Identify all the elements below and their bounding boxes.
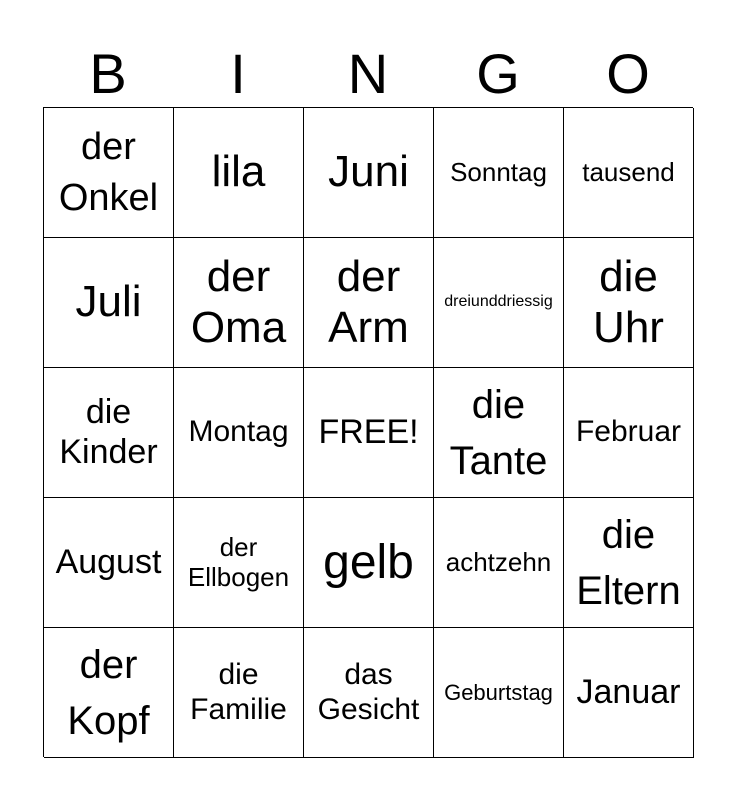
header-letter-g: G — [476, 42, 520, 105]
bingo-cell[interactable] — [564, 238, 694, 368]
bingo-cell-label: Sonntag — [450, 156, 547, 187]
bingo-cell-label: der Arm — [328, 251, 409, 352]
bingo-cell[interactable] — [564, 628, 694, 758]
bingo-cell-label: FREE! — [318, 412, 419, 451]
bingo-cell[interactable] — [564, 368, 694, 498]
bingo-cell-label: der Ellbogen — [187, 531, 290, 592]
header-letter-n: N — [347, 42, 389, 105]
bingo-cell-label: der Oma — [190, 251, 287, 352]
bingo-cell[interactable] — [44, 628, 174, 758]
bingo-cell-label: die Tante — [449, 382, 548, 483]
bingo-cell-label: tausend — [582, 156, 675, 187]
bingo-cell[interactable] — [304, 628, 434, 758]
bingo-cell-label: Juni — [328, 147, 409, 197]
bingo-cell-label: die Kinder — [59, 393, 158, 471]
bingo-cell-label: die Familie — [190, 658, 287, 726]
bingo-header — [43, 40, 693, 108]
bingo-cell[interactable] — [564, 108, 694, 238]
bingo-card — [43, 107, 693, 757]
bingo-cell-label: Januar — [576, 672, 681, 711]
bingo-cell-label: dreiunddriessig — [444, 293, 553, 311]
bingo-cell[interactable] — [44, 498, 174, 628]
header-letter-b: B — [89, 42, 127, 105]
bingo-cell[interactable] — [434, 628, 564, 758]
free-space-cell[interactable] — [304, 368, 434, 498]
bingo-cell[interactable] — [564, 498, 694, 628]
bingo-cell-label: achtzehn — [445, 546, 552, 577]
bingo-cell-label: Geburtstag — [444, 679, 553, 705]
bingo-cell[interactable] — [174, 368, 304, 498]
header-letter-o: O — [606, 42, 650, 105]
bingo-cell[interactable] — [434, 108, 564, 238]
bingo-cell[interactable] — [174, 238, 304, 368]
bingo-cell-label: August — [55, 542, 162, 581]
bingo-cell-label: das Gesicht — [317, 658, 420, 726]
bingo-cell-label: die Uhr — [593, 251, 664, 352]
bingo-cell[interactable] — [44, 238, 174, 368]
bingo-cell-label: der Onkel — [58, 126, 159, 219]
bingo-cell[interactable] — [434, 498, 564, 628]
bingo-cell-label: Februar — [575, 415, 682, 449]
bingo-cell[interactable] — [44, 108, 174, 238]
bingo-cell-label: gelb — [323, 535, 414, 589]
bingo-cell[interactable] — [434, 238, 564, 368]
header-letter-i: I — [230, 42, 246, 105]
bingo-cell-label: die Eltern — [576, 512, 681, 613]
bingo-cell[interactable] — [44, 368, 174, 498]
bingo-cell[interactable] — [304, 498, 434, 628]
bingo-cell[interactable] — [434, 368, 564, 498]
bingo-cell[interactable] — [304, 108, 434, 238]
bingo-cell[interactable] — [174, 628, 304, 758]
bingo-cell-label: Montag — [188, 415, 289, 449]
bingo-cell-label: lila — [211, 147, 266, 197]
bingo-cell-label: der Kopf — [67, 642, 150, 743]
bingo-cell-label: Juli — [75, 277, 142, 327]
bingo-cell[interactable] — [174, 108, 304, 238]
bingo-cell[interactable] — [304, 238, 434, 368]
bingo-cell[interactable] — [174, 498, 304, 628]
